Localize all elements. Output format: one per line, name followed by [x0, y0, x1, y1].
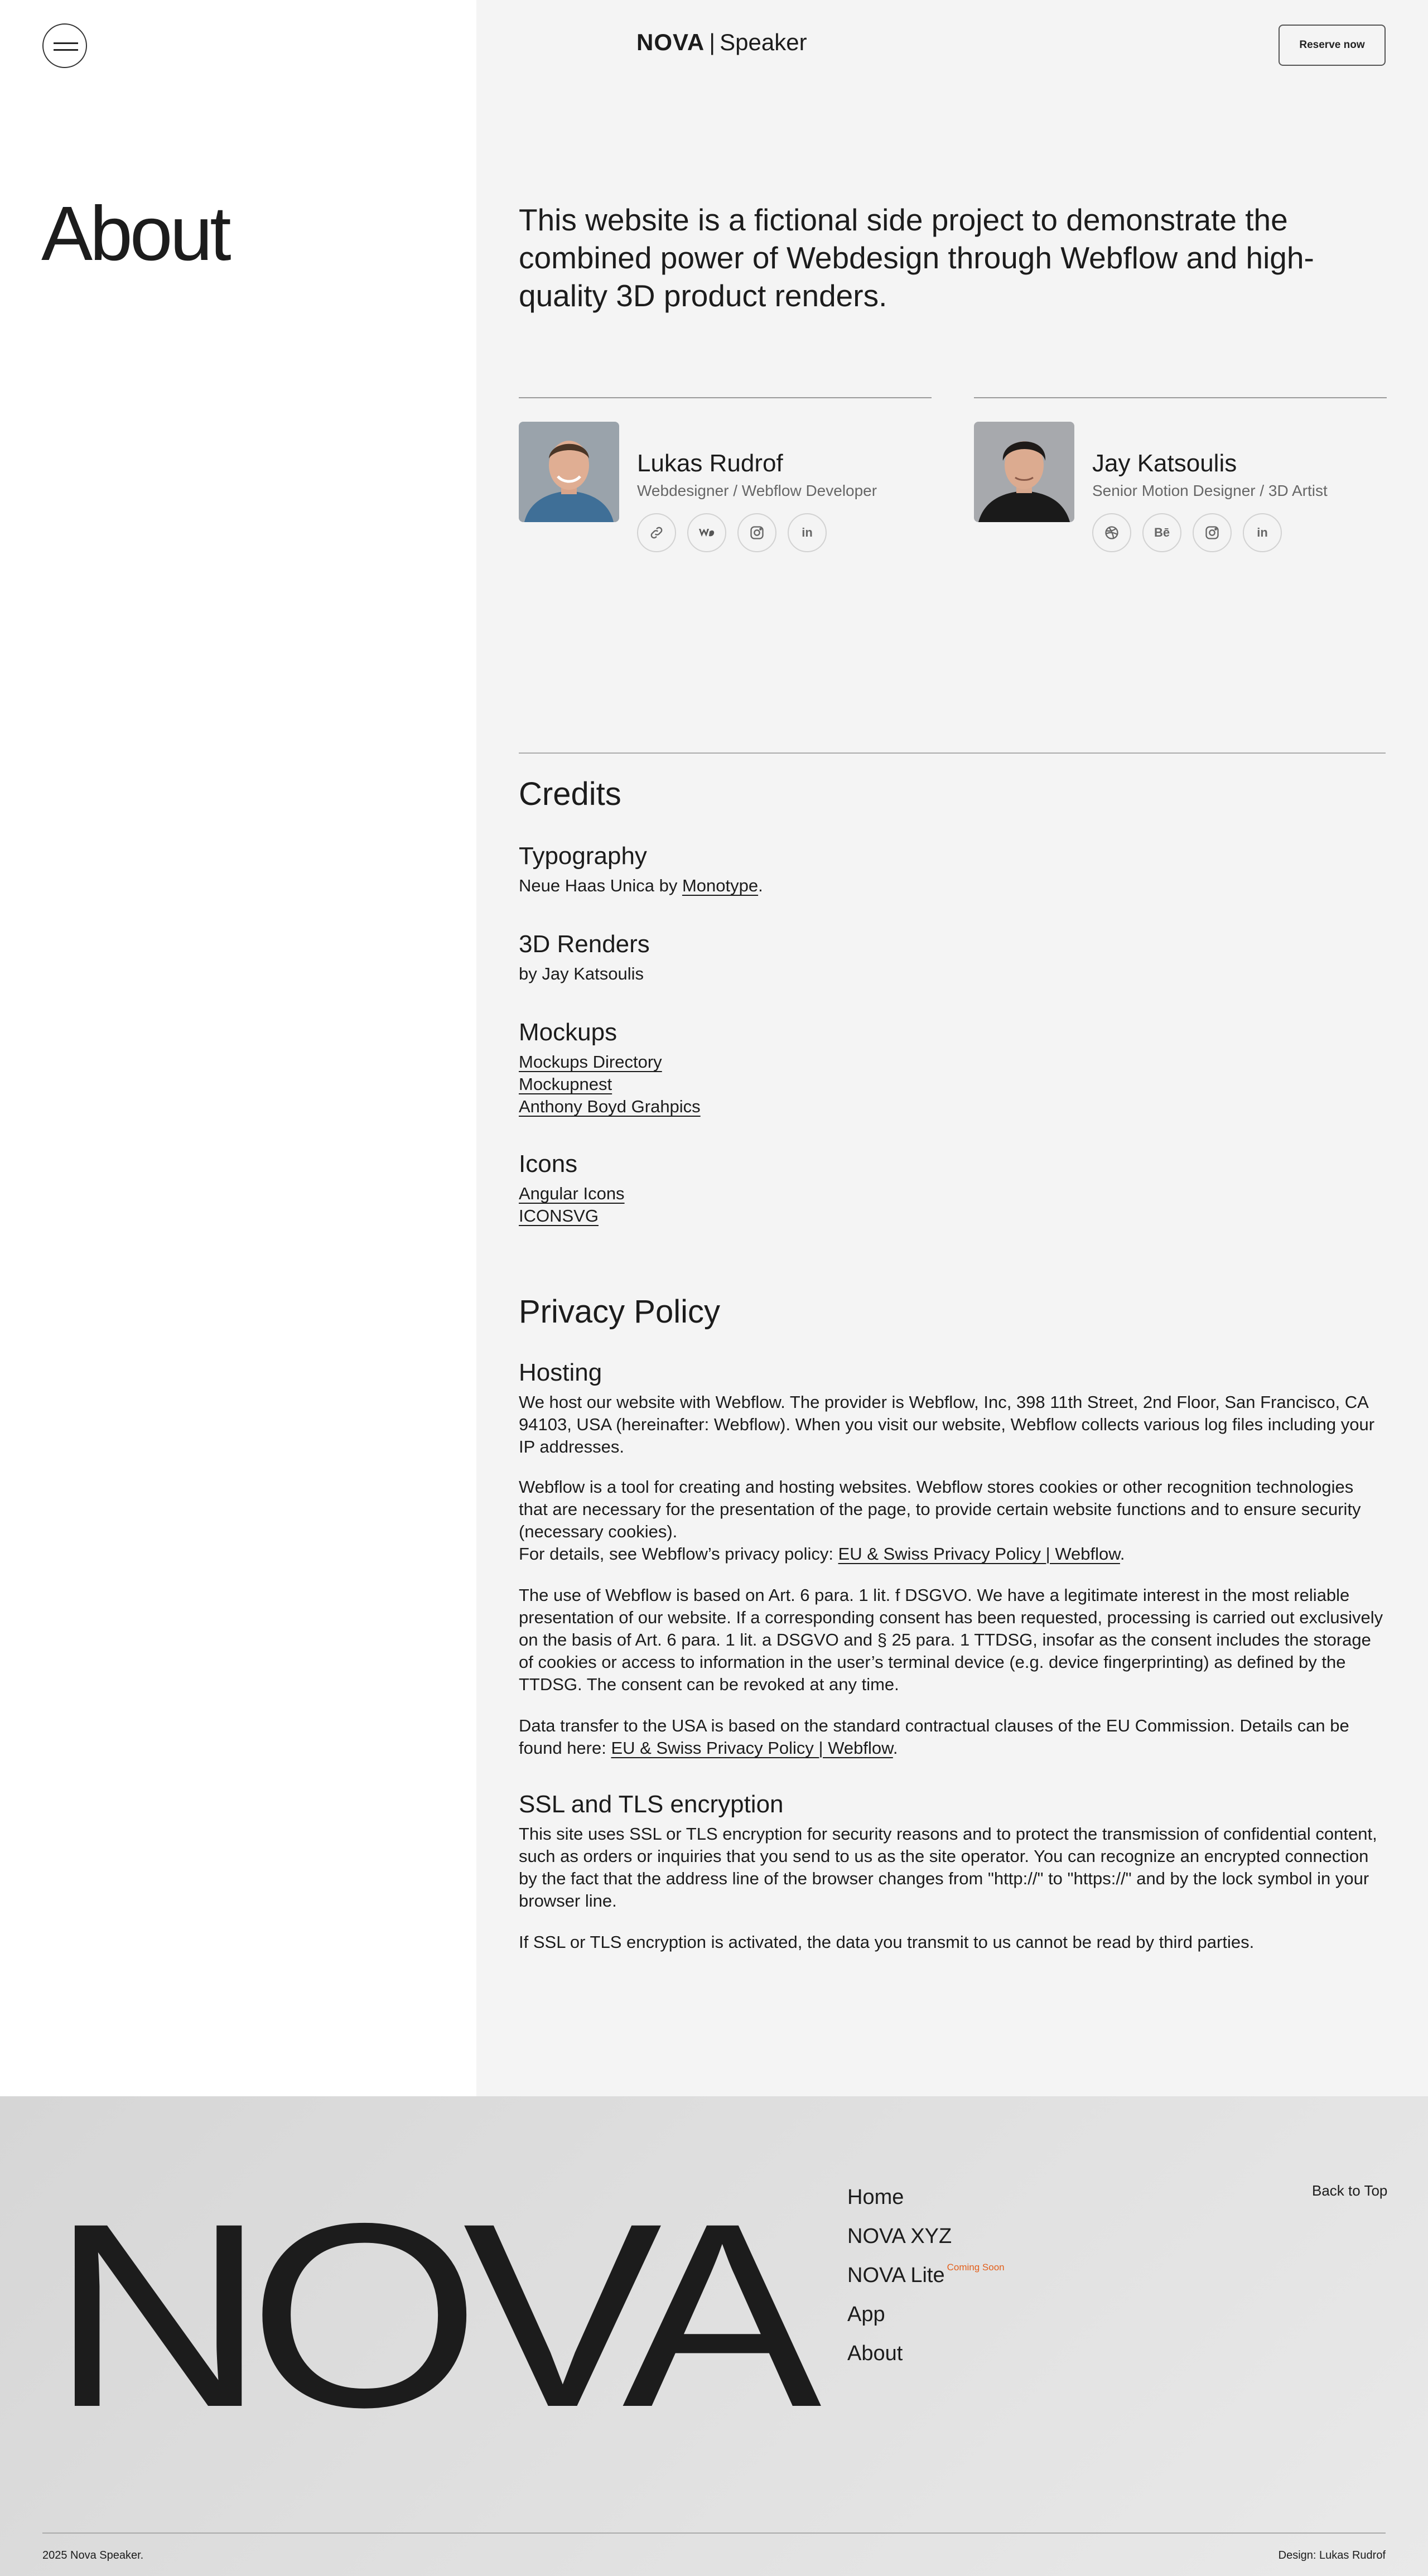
typography-suffix: . — [758, 876, 763, 895]
monotype-link[interactable]: Monotype — [682, 876, 759, 895]
link-icon[interactable] — [637, 513, 676, 552]
brand-logo[interactable] — [636, 29, 807, 56]
intro-text: This website is a fictional side project to demonstrate the combined power of Webdesign through Webflow and high-quality 3D product renders. — [519, 202, 1314, 313]
renders-text: by Jay Katsoulis — [519, 964, 644, 983]
webflow-icon[interactable] — [687, 513, 726, 552]
footer-nav — [847, 2178, 1005, 2373]
hamburger-icon — [54, 42, 78, 44]
hosting-paragraph-2 — [519, 1476, 1386, 1565]
typography-prefix: Neue Haas Unica by — [519, 876, 682, 895]
brand-strong: NOVA — [636, 29, 705, 55]
mockups-directory-link[interactable]: Mockups Directory — [519, 1052, 662, 1072]
ssl-paragraph-2: If SSL or TLS encryption is activated, the data you transmit to us cannot be read by third parties. — [519, 1932, 1255, 1952]
design-credit: Design: Lukas Rudrof — [1278, 2549, 1386, 2561]
anthony-boyd-link[interactable]: Anthony Boyd Grahpics — [519, 1097, 701, 1116]
hosting-p4-text: Data transfer to the USA is based on the standard contractual clauses of the EU Commission. Details can be found here: — [519, 1716, 1349, 1758]
linkedin-icon[interactable]: in — [1243, 513, 1282, 552]
coming-soon-badge: Coming Soon — [947, 2262, 1005, 2273]
page-title: About — [41, 191, 229, 277]
instagram-icon[interactable] — [737, 513, 776, 552]
avatar — [974, 422, 1074, 522]
angular-icons-link[interactable]: Angular Icons — [519, 1184, 625, 1203]
brand-light: Speaker — [720, 29, 807, 55]
member-name: Lukas Rudrof — [637, 450, 783, 477]
credits-title: Credits — [519, 776, 621, 812]
ssl-title: SSL and TLS encryption — [519, 1791, 784, 1818]
typography-title: Typography — [519, 842, 647, 870]
icons-title: Icons — [519, 1150, 578, 1178]
webflow-privacy-link[interactable]: EU & Swiss Privacy Policy | Webflow — [838, 1544, 1120, 1564]
member-role: Senior Motion Designer / 3D Artist — [1092, 482, 1328, 499]
nav-home[interactable]: Home — [847, 2186, 904, 2209]
brand-separator: | — [709, 29, 716, 55]
hosting-p2-suffix: . — [1120, 1544, 1125, 1564]
mockups-title: Mockups — [519, 1019, 617, 1046]
divider — [519, 752, 1386, 754]
hamburger-icon-bar — [54, 49, 78, 51]
reserve-now-button[interactable]: Reserve now — [1279, 25, 1386, 66]
left-column — [0, 0, 476, 2096]
hosting-p4-suffix: . — [893, 1738, 898, 1758]
nav-nova-lite[interactable] — [847, 2256, 1005, 2295]
member-name: Jay Katsoulis — [1092, 450, 1237, 477]
social-links — [637, 513, 827, 552]
social-links — [1092, 513, 1282, 552]
hosting-title: Hosting — [519, 1359, 602, 1386]
behance-icon[interactable]: Bē — [1142, 513, 1181, 552]
nav-app[interactable]: App — [847, 2303, 885, 2326]
dribbble-icon[interactable] — [1092, 513, 1131, 552]
hosting-paragraph-4 — [519, 1715, 1386, 1759]
member-role: Webdesigner / Webflow Developer — [637, 482, 877, 499]
privacy-title: Privacy Policy — [519, 1294, 720, 1330]
footer-logo: NOVA — [50, 2169, 804, 2462]
menu-button[interactable] — [42, 23, 87, 68]
hosting-paragraph-1: We host our website with Webflow. The provider is Webflow, Inc, 398 11th Street, 2nd Floor, San Francisco, CA 94103, USA (hereinafter: Webflow). When you visit our website, Webflow collects various log files including your IP addresses. — [519, 1392, 1375, 1456]
team-card-jay — [974, 397, 1387, 539]
instagram-icon[interactable] — [1193, 513, 1232, 552]
mockupnest-link[interactable]: Mockupnest — [519, 1074, 612, 1094]
linkedin-icon[interactable]: in — [788, 513, 827, 552]
nav-nova-lite-label: NOVA Lite — [847, 2264, 945, 2287]
avatar — [519, 422, 619, 522]
nav-nova-xyz[interactable]: NOVA XYZ — [847, 2225, 952, 2248]
hosting-paragraph-3: The use of Webflow is based on Art. 6 para. 1 lit. f DSGVO. We have a legitimate interest in the most reliable presentation of our website. If a corresponding consent has been requested, processing is carried out exclusively on the basis of Art. 6 para. 1 lit. a DSGVO and § 25 para. 1 TTDSG, insofar as the consent includes the storage of cookies or access to information in the user’s terminal device (e.g. device fingerprinting) as defined by the TTDSG. The consent can be revoked at any time. — [519, 1585, 1383, 1694]
copyright: 2025 Nova Speaker. — [42, 2549, 144, 2561]
typography-text — [519, 875, 763, 897]
footer — [0, 2096, 1428, 2576]
webflow-privacy-link-2[interactable]: EU & Swiss Privacy Policy | Webflow — [611, 1738, 893, 1758]
team-card-lukas — [519, 397, 932, 539]
divider — [42, 2532, 1386, 2534]
hosting-p2-details: For details, see Webflow’s privacy policy: — [519, 1544, 838, 1564]
iconsvg-link[interactable]: ICONSVG — [519, 1206, 599, 1226]
nav-about[interactable]: About — [847, 2342, 903, 2365]
ssl-paragraph-1: This site uses SSL or TLS encryption for security reasons and to protect the transmission of confidential content, such as orders or inquiries that you send to us as the site operator. You can recognize an encrypted connection by the fact that the address line of the browser changes from "http://" to "https://" and by the lock symbol in your browser line. — [519, 1824, 1377, 1911]
hosting-p2-text: Webflow is a tool for creating and hosting websites. Webflow stores cookies or other recognition technologies that are necessary for the presentation of the page, to provide certain website functions and to ensure security (necessary cookies). — [519, 1477, 1361, 1541]
renders-title: 3D Renders — [519, 930, 650, 958]
back-to-top-link[interactable]: Back to Top — [1312, 2182, 1388, 2199]
